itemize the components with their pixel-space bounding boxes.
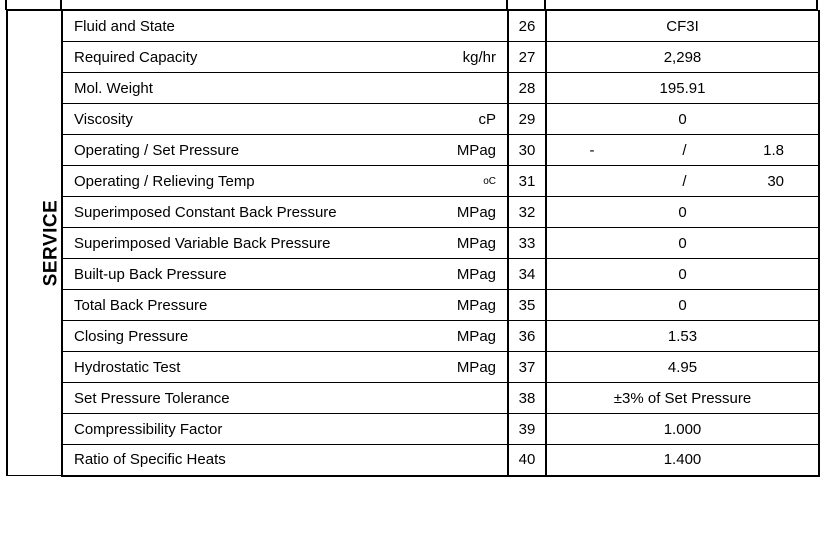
row-label: Superimposed Variable Back Pressure xyxy=(62,228,432,259)
row-value: 0 xyxy=(546,197,819,228)
table-row xyxy=(7,352,819,383)
row-label: Closing Pressure xyxy=(62,321,432,352)
table-top-frame xyxy=(0,0,827,10)
value-separator: / xyxy=(682,172,687,190)
row-label: Fluid and State xyxy=(62,11,432,42)
row-number: 28 xyxy=(508,73,546,104)
row-label: Operating / Set Pressure xyxy=(62,135,432,166)
row-number: 26 xyxy=(508,11,546,42)
row-value: 2,298 xyxy=(546,42,819,73)
row-value: 0 xyxy=(546,259,819,290)
row-value: ±3% of Set Pressure xyxy=(546,383,819,414)
row-label: Viscosity xyxy=(62,104,432,135)
table-row xyxy=(7,290,819,321)
row-unit: MPag xyxy=(432,259,508,290)
row-unit: oC xyxy=(432,166,508,197)
section-label-cell xyxy=(7,11,62,476)
row-label: Required Capacity xyxy=(62,42,432,73)
row-unit: MPag xyxy=(432,352,508,383)
table-row xyxy=(7,321,819,352)
row-number: 37 xyxy=(508,352,546,383)
row-number: 38 xyxy=(508,383,546,414)
table-row xyxy=(7,42,819,73)
row-value: 1.000 xyxy=(546,414,819,445)
set-pressure-value: 1.8 xyxy=(763,141,784,159)
row-number: 27 xyxy=(508,42,546,73)
table-row xyxy=(7,104,819,135)
row-number: 39 xyxy=(508,414,546,445)
row-label: Total Back Pressure xyxy=(62,290,432,321)
row-value: 0 xyxy=(546,290,819,321)
table-row xyxy=(7,11,819,42)
row-number: 31 xyxy=(508,166,546,197)
row-unit: kg/hr xyxy=(432,42,508,73)
table-row xyxy=(7,73,819,104)
table-row xyxy=(7,383,819,414)
value-separator: / xyxy=(682,141,687,159)
row-unit xyxy=(432,445,508,476)
row-label: Mol. Weight xyxy=(62,73,432,104)
row-unit xyxy=(432,73,508,104)
row-label: Ratio of Specific Heats xyxy=(62,445,432,476)
row-unit: MPag xyxy=(432,135,508,166)
row-value: 195.91 xyxy=(546,73,819,104)
row-value: 1.53 xyxy=(546,321,819,352)
row-value: 1.400 xyxy=(546,445,819,476)
table-row xyxy=(7,445,819,476)
row-value xyxy=(546,166,819,197)
table-row xyxy=(7,414,819,445)
row-unit xyxy=(432,414,508,445)
operating-pressure-value: - xyxy=(589,141,595,159)
row-label: Compressibility Factor xyxy=(62,414,432,445)
row-value: 0 xyxy=(546,104,819,135)
relieving-temp-value: 30 xyxy=(767,172,784,190)
row-value xyxy=(546,135,819,166)
row-number: 32 xyxy=(508,197,546,228)
row-unit xyxy=(432,383,508,414)
row-number: 36 xyxy=(508,321,546,352)
row-number: 29 xyxy=(508,104,546,135)
table-row xyxy=(7,228,819,259)
row-number: 33 xyxy=(508,228,546,259)
row-label: Hydrostatic Test xyxy=(62,352,432,383)
section-label: SERVICE xyxy=(40,199,62,287)
table-row xyxy=(7,259,819,290)
row-number: 30 xyxy=(508,135,546,166)
row-number: 40 xyxy=(508,445,546,476)
row-label: Superimposed Constant Back Pressure xyxy=(62,197,432,228)
table-row xyxy=(7,135,819,166)
row-number: 35 xyxy=(508,290,546,321)
row-label: Set Pressure Tolerance xyxy=(62,383,432,414)
row-value: CF3I xyxy=(546,11,819,42)
row-value: 0 xyxy=(546,228,819,259)
row-unit: MPag xyxy=(432,321,508,352)
row-unit: MPag xyxy=(432,228,508,259)
row-unit: MPag xyxy=(432,197,508,228)
table-row xyxy=(7,197,819,228)
service-table xyxy=(6,10,820,477)
row-label: Operating / Relieving Temp xyxy=(62,166,432,197)
row-unit: cP xyxy=(432,104,508,135)
row-value: 4.95 xyxy=(546,352,819,383)
row-unit xyxy=(432,11,508,42)
row-label: Built-up Back Pressure xyxy=(62,259,432,290)
table-row xyxy=(7,166,819,197)
row-unit: MPag xyxy=(432,290,508,321)
row-number: 34 xyxy=(508,259,546,290)
